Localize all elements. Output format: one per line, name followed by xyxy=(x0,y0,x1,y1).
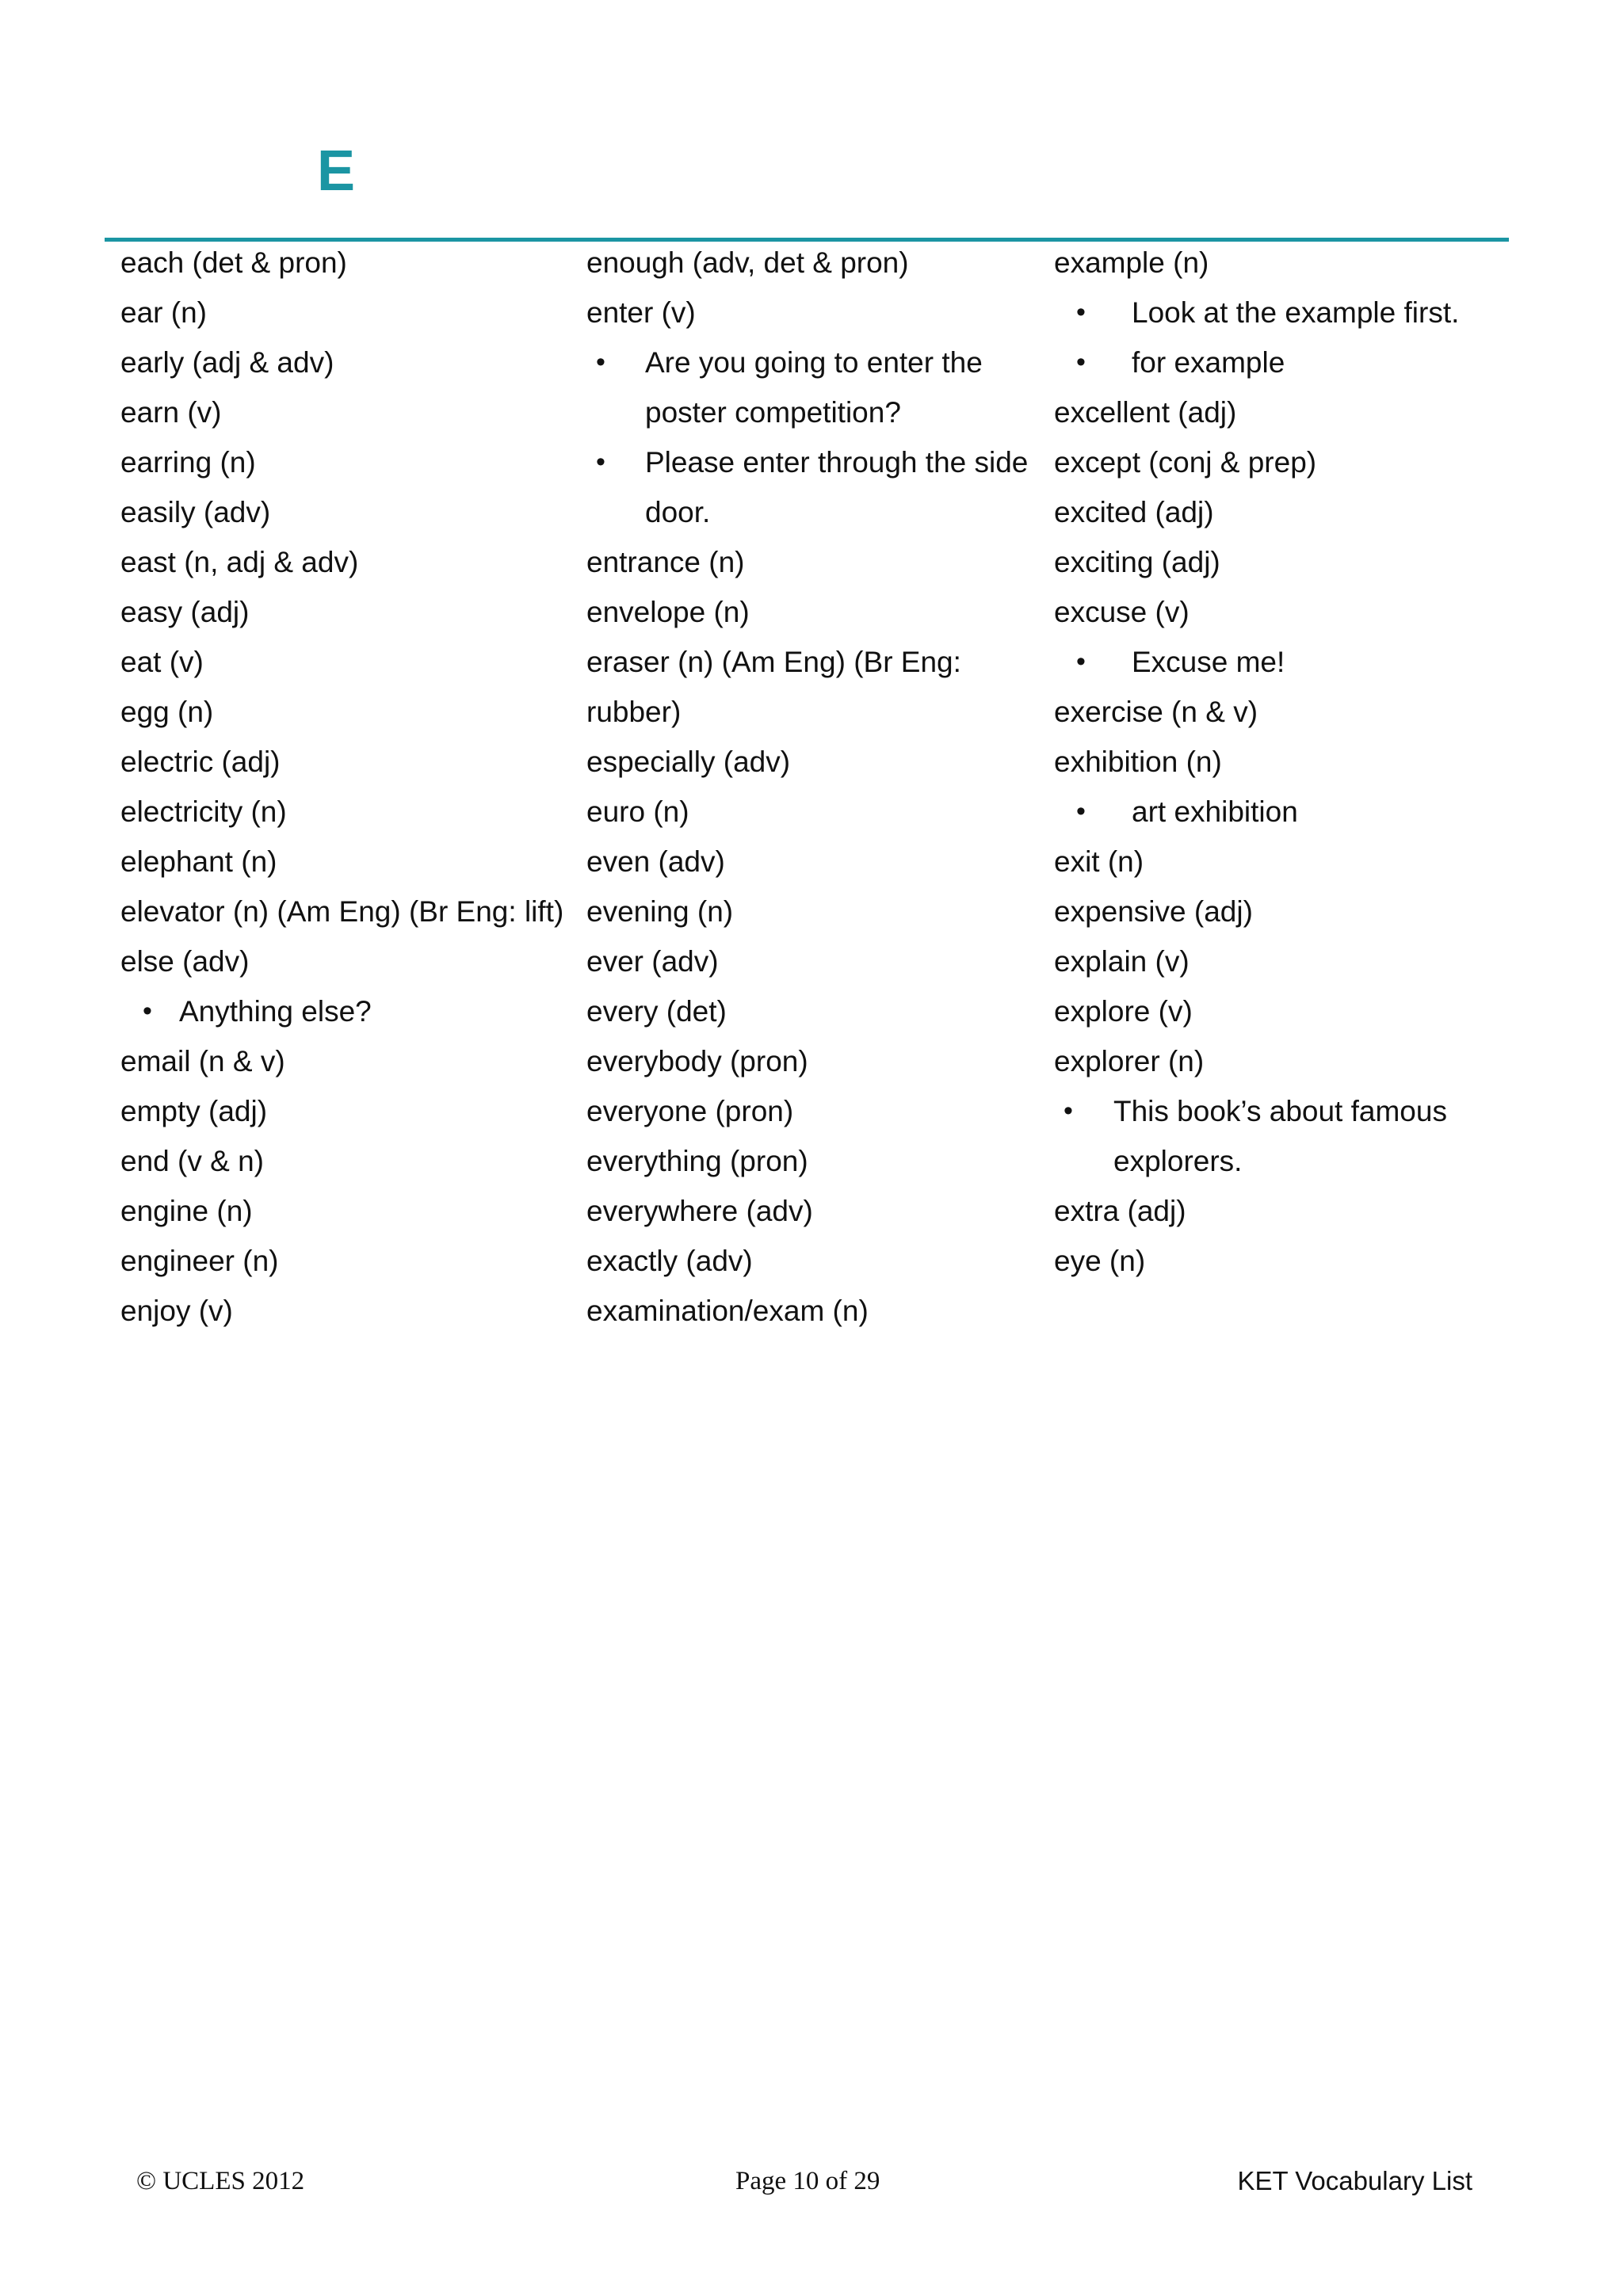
vocabulary-entry: expensive (adj) xyxy=(1054,895,1253,928)
bullet-icon: • xyxy=(596,447,605,477)
vocabulary-entry: envelope (n) xyxy=(586,596,750,628)
vocabulary-entry: explain (v) xyxy=(1054,945,1190,978)
vocabulary-entry: east (n, adj & adv) xyxy=(120,546,359,578)
vocabulary-entry: else (adv) xyxy=(120,945,250,978)
vocabulary-entry: entrance (n) xyxy=(586,546,745,578)
vocabulary-entry: every (det) xyxy=(586,995,727,1028)
example-sentence-text: explorers. xyxy=(1113,1145,1243,1177)
vocabulary-entry: everything (pron) xyxy=(586,1145,808,1177)
example-sentence-text: for example xyxy=(1132,346,1285,379)
vocabulary-entry: elevator (n) (Am Eng) (Br Eng: lift) xyxy=(120,895,564,928)
example-sentence xyxy=(586,437,1050,537)
vocabulary-entry: email (n & v) xyxy=(120,1045,285,1077)
example-sentence-text: Anything else? xyxy=(179,995,372,1028)
vocabulary-entry: elephant (n) xyxy=(120,845,277,878)
example-sentence xyxy=(1054,637,1514,687)
example-sentence-text: Please enter through the side xyxy=(645,446,1029,479)
vocabulary-entry: exhibition (n) xyxy=(1054,746,1222,778)
example-sentence-text: door. xyxy=(645,496,711,528)
vocabulary-entry: earn (v) xyxy=(120,396,222,429)
bullet-icon: • xyxy=(143,996,152,1026)
vocabulary-entry: enter (v) xyxy=(586,296,696,329)
vocabulary-entry: easily (adv) xyxy=(120,496,271,528)
vocabulary-entry: each (det & pron) xyxy=(120,246,347,279)
vocabulary-entry: electricity (n) xyxy=(120,795,287,828)
example-sentence-text: Are you going to enter the xyxy=(645,346,983,379)
vocabulary-entry: euro (n) xyxy=(586,795,689,828)
vocabulary-entry: enough (adv, det & pron) xyxy=(586,246,909,279)
vocabulary-entry: eat (v) xyxy=(120,646,204,678)
vocabulary-entry: electric (adj) xyxy=(120,746,281,778)
example-sentence-text: poster competition? xyxy=(645,396,901,429)
example-sentence-text: art exhibition xyxy=(1132,795,1298,828)
vocabulary-entry: example (n) xyxy=(1054,246,1209,279)
vocabulary-entry: engineer (n) xyxy=(120,1245,279,1277)
vocabulary-column-1 xyxy=(120,238,584,1336)
vocabulary-entry: everyone (pron) xyxy=(586,1095,794,1127)
vocabulary-entry: excuse (v) xyxy=(1054,596,1190,628)
vocabulary-entry: ear (n) xyxy=(120,296,207,329)
vocabulary-entry: exercise (n & v) xyxy=(1054,696,1258,728)
vocabulary-entry: end (v & n) xyxy=(120,1145,264,1177)
example-sentence xyxy=(1054,1086,1514,1186)
vocabulary-entry: explore (v) xyxy=(1054,995,1193,1028)
vocabulary-entry: explorer (n) xyxy=(1054,1045,1205,1077)
example-sentence xyxy=(1054,338,1514,387)
bullet-icon: • xyxy=(1064,1096,1073,1126)
example-sentence-text: Look at the example first. xyxy=(1132,296,1460,329)
vocabulary-entry: egg (n) xyxy=(120,696,214,728)
vocabulary-column-3 xyxy=(1054,238,1514,1286)
vocabulary-entry: empty (adj) xyxy=(120,1095,268,1127)
section-letter: E xyxy=(317,139,356,203)
example-sentence xyxy=(120,986,584,1036)
vocabulary-entry: excited (adj) xyxy=(1054,496,1214,528)
vocabulary-entry: examination/exam (n) xyxy=(586,1295,869,1327)
vocabulary-entry: exciting (adj) xyxy=(1054,546,1220,578)
vocabulary-column-2 xyxy=(586,238,1050,1336)
footer-page-number: Page 10 of 29 xyxy=(735,2167,880,2195)
vocabulary-entry: exit (n) xyxy=(1054,845,1144,878)
vocabulary-entry: especially (adv) xyxy=(586,746,791,778)
vocabulary-entry: everybody (pron) xyxy=(586,1045,808,1077)
bullet-icon: • xyxy=(1076,646,1086,677)
example-sentence xyxy=(1054,288,1514,338)
vocabulary-entry: enjoy (v) xyxy=(120,1295,233,1327)
vocabulary-entry: evening (n) xyxy=(586,895,734,928)
vocabulary-entry: ever (adv) xyxy=(586,945,719,978)
vocabulary-entry: eye (n) xyxy=(1054,1245,1146,1277)
vocabulary-entry: exactly (adv) xyxy=(586,1245,753,1277)
vocabulary-entry: engine (n) xyxy=(120,1195,253,1227)
bullet-icon: • xyxy=(1076,297,1086,327)
example-sentence-text: This book’s about famous xyxy=(1113,1095,1447,1127)
vocabulary-entry: earring (n) xyxy=(120,446,256,479)
vocabulary-entry: everywhere (adv) xyxy=(586,1195,813,1227)
example-sentence xyxy=(586,338,1050,437)
example-sentence-text: Excuse me! xyxy=(1132,646,1285,678)
footer-document-title: KET Vocabulary List xyxy=(1237,2166,1472,2195)
vocabulary-entry: eraser (n) (Am Eng) (Br Eng: xyxy=(586,646,961,678)
vocabulary-entry: rubber) xyxy=(586,696,682,728)
vocabulary-entry: extra (adj) xyxy=(1054,1195,1186,1227)
example-sentence xyxy=(1054,787,1514,837)
vocabulary-entry: even (adv) xyxy=(586,845,725,878)
vocabulary-entry: except (conj & prep) xyxy=(1054,446,1317,479)
vocabulary-entry: excellent (adj) xyxy=(1054,396,1237,429)
footer-copyright: © UCLES 2012 xyxy=(136,2167,305,2195)
bullet-icon: • xyxy=(1076,347,1086,377)
bullet-icon: • xyxy=(596,347,605,377)
vocabulary-entry: early (adj & adv) xyxy=(120,346,334,379)
vocabulary-entry: easy (adj) xyxy=(120,596,250,628)
bullet-icon: • xyxy=(1076,796,1086,826)
